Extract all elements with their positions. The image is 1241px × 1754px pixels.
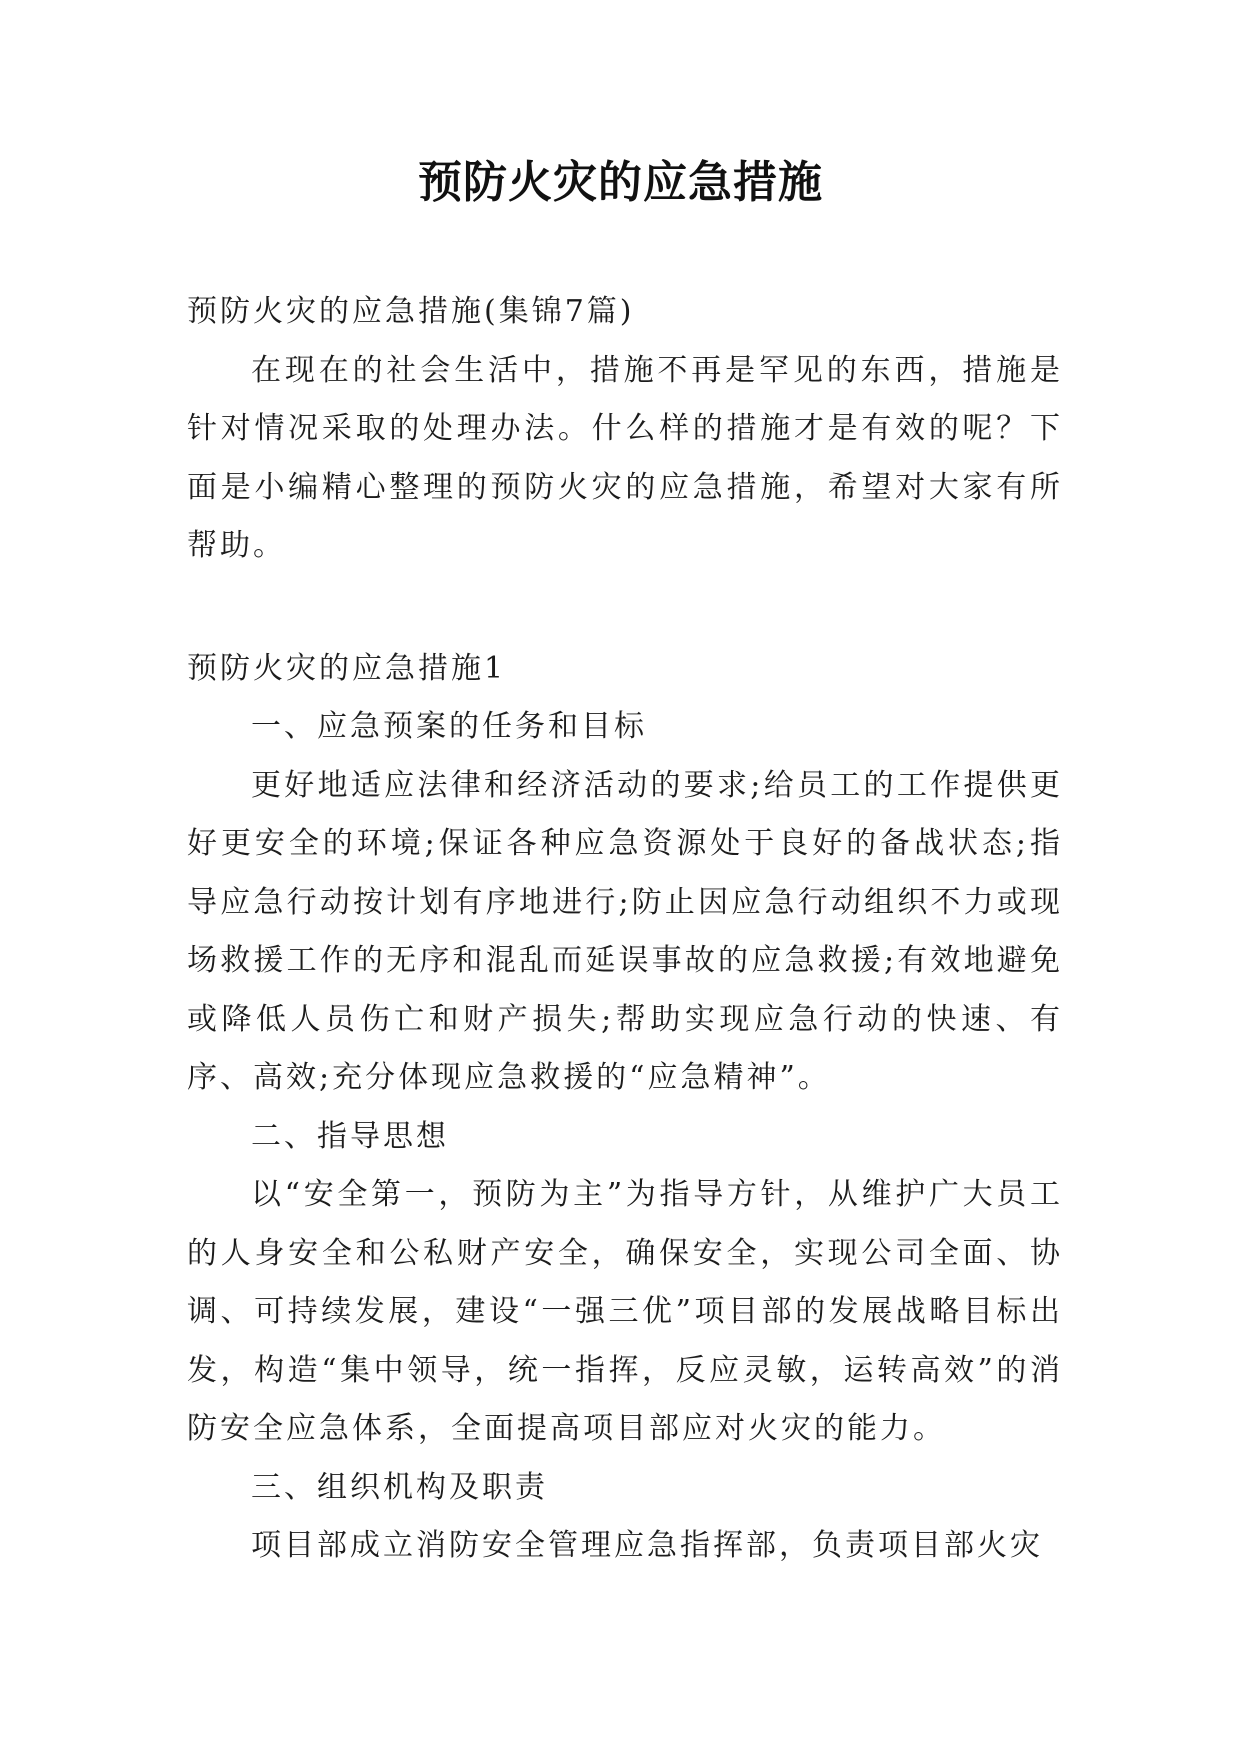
document-title: 预防火灾的应急措施 [418, 157, 823, 208]
intro-paragraph: 在现在的社会生活中，措施不再是罕见的东西，措施是针对情况采取的处理办法。什么样的措施才是有效的呢？下面是小编精心整理的预防火灾的应急措施，希望对大家有所帮助。 [187, 352, 1063, 563]
heading-organization: 三、组织机构及职责 [251, 1469, 548, 1505]
document-subtitle: 预防火灾的应急措施(集锦7篇) [187, 294, 635, 329]
paragraph-tasks-goals: 更好地适应法律和经济活动的要求;给员工的工作提供更好更安全的环境;保证各种应急资源处于良好的备战状态;指导应急行动按计划有序地进行;防止因应急行动组织不力或现场救援工作的无序和混乱而延误事故的应急救援;有效地避免或降低人员伤亡和财产损失;帮助实现应急行动的快速、有序、高效;充分体现应急救援的“应急精神”。 [187, 767, 1063, 1095]
section-gap [187, 576, 1063, 640]
paragraph-organization: 项目部成立消防安全管理应急指挥部，负责项目部火灾 [251, 1528, 1043, 1563]
paragraph-guiding-ideology: 以“安全第一，预防为主”为指导方针，从维护广大员工的人身安全和公私财产安全，确保安全，实现公司全面、协调、可持续发展，建设“一强三优”项目部的发展战略目标出发，构造“集中领导，统一指挥，反应灵敏，运转高效”的消防安全应急体系，全面提高项目部应对火灾的能力。 [187, 1177, 1063, 1446]
heading-guiding-ideology: 二、指导思想 [251, 1118, 449, 1154]
heading-tasks-goals: 一、应急预案的任务和目标 [251, 709, 647, 744]
document-body [187, 283, 1063, 1576]
section-title: 预防火灾的应急措施1 [187, 650, 507, 686]
